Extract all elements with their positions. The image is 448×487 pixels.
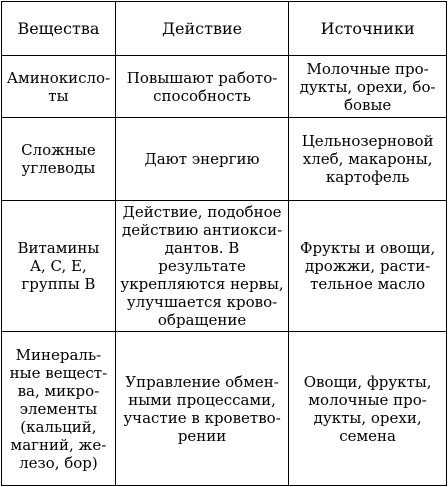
table-row: [2, 118, 447, 201]
header-action: Действие: [115, 2, 288, 56]
table-row: [2, 56, 447, 118]
table-header-row: [2, 2, 447, 56]
table-row: [2, 201, 447, 332]
sources-cell: Фрукты и овощи, дрожжи, расти- тельное масло: [289, 201, 447, 332]
substance-cell: Сложные углеводы: [2, 118, 116, 201]
sources-cell: Цельнозерновой хлеб, макароны, картофель: [289, 118, 447, 201]
action-cell: Управление обмен- ными процессами, участие в кроветво- рении: [115, 332, 288, 486]
sources-cell: Овощи, фрукты, молочные про- дукты, орехи, семена: [289, 332, 447, 486]
substance-cell: Витамины A, C, E, группы B: [2, 201, 116, 332]
action-cell: Повышают работо- способность: [115, 56, 288, 118]
substance-cell: Аминокисло- ты: [2, 56, 116, 118]
substance-cell: Минераль- ные вещест- ва, микро- элементы (кальций, магний, же- лезо, бор): [2, 332, 116, 486]
action-cell: Дают энергию: [115, 118, 288, 201]
sources-cell: Молочные про- дукты, орехи, бо- бовые: [289, 56, 447, 118]
header-substances: Вещества: [2, 2, 116, 56]
table-row: [2, 332, 447, 486]
action-cell: Действие, подобное действию антиокси- дантов. В результате укрепляются нервы, улучшается крово- обращение: [115, 201, 288, 332]
header-sources: Источники: [289, 2, 447, 56]
nutrients-table: [1, 1, 447, 486]
